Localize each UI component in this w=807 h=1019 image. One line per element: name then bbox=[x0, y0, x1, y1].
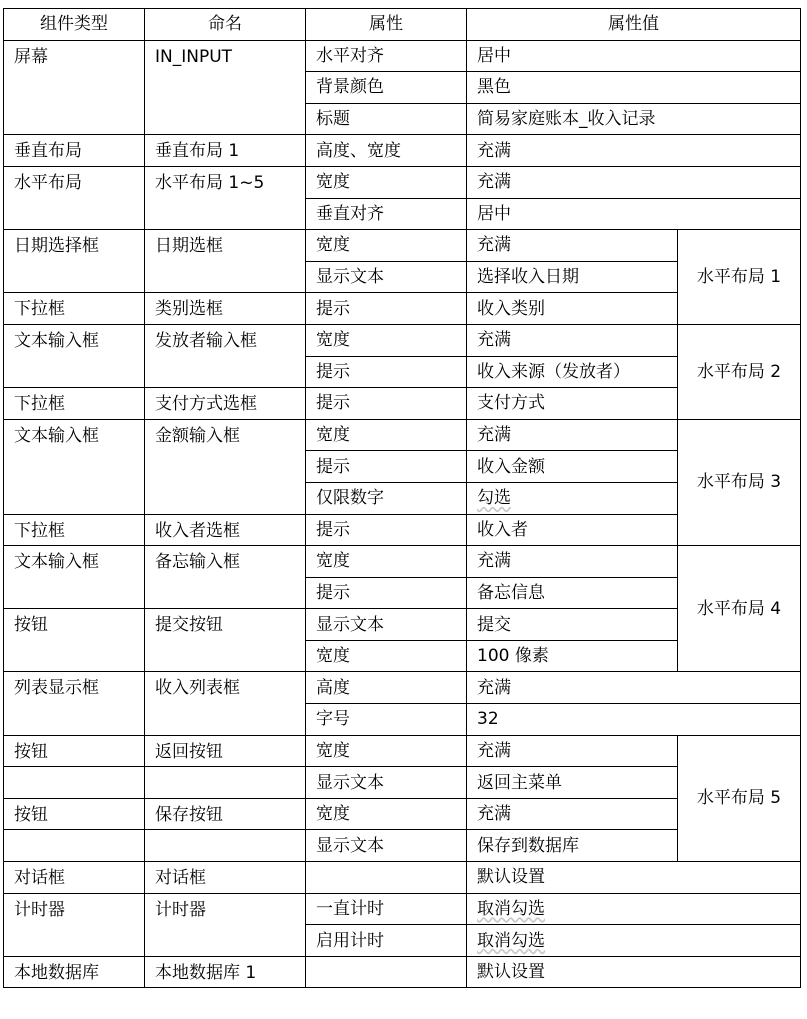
cell-prop: 显示文本 bbox=[306, 830, 467, 862]
cell-value: 充满 bbox=[467, 166, 801, 198]
cell-value: 备忘信息 bbox=[467, 577, 678, 609]
cell-name bbox=[145, 767, 306, 799]
cell-name: 日期选框 bbox=[145, 230, 306, 293]
cell-value: 充满 bbox=[467, 135, 801, 167]
cell-prop: 宽度 bbox=[306, 419, 467, 451]
table-row bbox=[4, 40, 801, 72]
cell-type: 文本输入框 bbox=[4, 324, 145, 387]
cell-value: 支付方式 bbox=[467, 388, 678, 420]
cell-value: 提交 bbox=[467, 609, 678, 641]
cell-value: 收入来源（发放者） bbox=[467, 356, 678, 388]
header-property: 属性 bbox=[306, 9, 467, 41]
cell-value: 充满 bbox=[467, 546, 678, 578]
cell-value bbox=[467, 482, 678, 514]
cell-name: 发放者输入框 bbox=[145, 324, 306, 387]
cell-name: 水平布局 1~5 bbox=[145, 166, 306, 229]
cell-type: 计时器 bbox=[4, 893, 145, 956]
cell-prop: 宽度 bbox=[306, 230, 467, 262]
cell-value: 充满 bbox=[467, 419, 678, 451]
cell-value: 收入金额 bbox=[467, 451, 678, 483]
cell-value: 黑色 bbox=[467, 72, 801, 104]
cell-value: 返回主菜单 bbox=[467, 767, 678, 799]
cell-type: 按钮 bbox=[4, 735, 145, 767]
cell-type: 文本输入框 bbox=[4, 546, 145, 609]
cell-name: 垂直布局 1 bbox=[145, 135, 306, 167]
cell-value bbox=[467, 893, 801, 925]
cell-prop: 提示 bbox=[306, 388, 467, 420]
cell-value: 32 bbox=[467, 704, 801, 736]
cell-name bbox=[145, 830, 306, 862]
cell-prop: 提示 bbox=[306, 514, 467, 546]
cell-name: 对话框 bbox=[145, 862, 306, 894]
header-component-type: 组件类型 bbox=[4, 9, 145, 41]
cell-type: 下拉框 bbox=[4, 388, 145, 420]
table-row bbox=[4, 862, 801, 894]
table-row bbox=[4, 546, 801, 578]
cell-prop: 垂直对齐 bbox=[306, 198, 467, 230]
cell-prop: 显示文本 bbox=[306, 261, 467, 293]
cell-name: 收入列表框 bbox=[145, 672, 306, 735]
cell-value: 收入者 bbox=[467, 514, 678, 546]
cell-value: 简易家庭账本_收入记录 bbox=[467, 103, 801, 135]
cell-prop: 宽度 bbox=[306, 166, 467, 198]
cell-name: 保存按钮 bbox=[145, 798, 306, 830]
cell-value: 默认设置 bbox=[467, 956, 801, 988]
cell-name: 返回按钮 bbox=[145, 735, 306, 767]
cell-name: IN_INPUT bbox=[145, 40, 306, 135]
cell-type bbox=[4, 767, 145, 799]
cell-name: 支付方式选框 bbox=[145, 388, 306, 420]
table-row bbox=[4, 230, 801, 262]
value-text: 取消勾选 bbox=[477, 930, 545, 951]
cell-type: 按钮 bbox=[4, 609, 145, 672]
cell-value: 居中 bbox=[467, 198, 801, 230]
component-spec-table bbox=[3, 8, 801, 988]
cell-prop: 提示 bbox=[306, 293, 467, 325]
cell-value: 充满 bbox=[467, 230, 678, 262]
cell-type: 日期选择框 bbox=[4, 230, 145, 293]
cell-type: 垂直布局 bbox=[4, 135, 145, 167]
value-text: 勾选 bbox=[477, 488, 511, 509]
cell-prop: 高度、宽度 bbox=[306, 135, 467, 167]
table-row bbox=[4, 735, 801, 767]
cell-name: 备忘输入框 bbox=[145, 546, 306, 609]
cell-prop: 宽度 bbox=[306, 546, 467, 578]
cell-value: 充满 bbox=[467, 672, 801, 704]
header-row bbox=[4, 9, 801, 41]
group-label: 水平布局 4 bbox=[678, 546, 801, 672]
cell-prop: 字号 bbox=[306, 704, 467, 736]
group-label: 水平布局 5 bbox=[678, 735, 801, 861]
cell-name: 金额输入框 bbox=[145, 419, 306, 514]
cell-prop: 宽度 bbox=[306, 324, 467, 356]
value-text: 取消勾选 bbox=[477, 898, 545, 919]
cell-prop: 显示文本 bbox=[306, 609, 467, 641]
cell-prop: 背景颜色 bbox=[306, 72, 467, 104]
cell-name: 收入者选框 bbox=[145, 514, 306, 546]
cell-value: 默认设置 bbox=[467, 862, 801, 894]
cell-type: 本地数据库 bbox=[4, 956, 145, 988]
group-label: 水平布局 2 bbox=[678, 324, 801, 419]
cell-prop: 标题 bbox=[306, 103, 467, 135]
cell-prop: 宽度 bbox=[306, 735, 467, 767]
table-row bbox=[4, 893, 801, 925]
group-label: 水平布局 3 bbox=[678, 419, 801, 545]
table-row bbox=[4, 672, 801, 704]
cell-value: 保存到数据库 bbox=[467, 830, 678, 862]
cell-prop: 仅限数字 bbox=[306, 482, 467, 514]
table-row bbox=[4, 166, 801, 198]
cell-prop: 宽度 bbox=[306, 798, 467, 830]
cell-name: 计时器 bbox=[145, 893, 306, 956]
cell-type: 下拉框 bbox=[4, 293, 145, 325]
cell-type: 文本输入框 bbox=[4, 419, 145, 514]
cell-value: 100 像素 bbox=[467, 640, 678, 672]
cell-prop: 一直计时 bbox=[306, 893, 467, 925]
cell-value: 收入类别 bbox=[467, 293, 678, 325]
cell-value: 充满 bbox=[467, 324, 678, 356]
cell-type: 下拉框 bbox=[4, 514, 145, 546]
cell-type: 按钮 bbox=[4, 798, 145, 830]
cell-value: 居中 bbox=[467, 40, 801, 72]
cell-type: 屏幕 bbox=[4, 40, 145, 135]
cell-value: 充满 bbox=[467, 798, 678, 830]
cell-name: 类别选框 bbox=[145, 293, 306, 325]
cell-type: 水平布局 bbox=[4, 166, 145, 229]
cell-prop: 提示 bbox=[306, 451, 467, 483]
cell-type: 列表显示框 bbox=[4, 672, 145, 735]
header-property-value: 属性值 bbox=[467, 9, 801, 41]
table-row bbox=[4, 419, 801, 451]
cell-prop: 宽度 bbox=[306, 640, 467, 672]
table-row bbox=[4, 324, 801, 356]
cell-type bbox=[4, 830, 145, 862]
cell-type: 对话框 bbox=[4, 862, 145, 894]
cell-value: 选择收入日期 bbox=[467, 261, 678, 293]
cell-prop: 提示 bbox=[306, 577, 467, 609]
cell-prop bbox=[306, 862, 467, 894]
cell-name: 本地数据库 1 bbox=[145, 956, 306, 988]
cell-value: 充满 bbox=[467, 735, 678, 767]
cell-name: 提交按钮 bbox=[145, 609, 306, 672]
header-name: 命名 bbox=[145, 9, 306, 41]
cell-prop: 提示 bbox=[306, 356, 467, 388]
cell-prop: 显示文本 bbox=[306, 767, 467, 799]
cell-value bbox=[467, 925, 801, 957]
table-row bbox=[4, 956, 801, 988]
cell-prop: 高度 bbox=[306, 672, 467, 704]
group-label: 水平布局 1 bbox=[678, 230, 801, 325]
cell-prop: 启用计时 bbox=[306, 925, 467, 957]
cell-prop: 水平对齐 bbox=[306, 40, 467, 72]
table-row bbox=[4, 135, 801, 167]
cell-prop bbox=[306, 956, 467, 988]
